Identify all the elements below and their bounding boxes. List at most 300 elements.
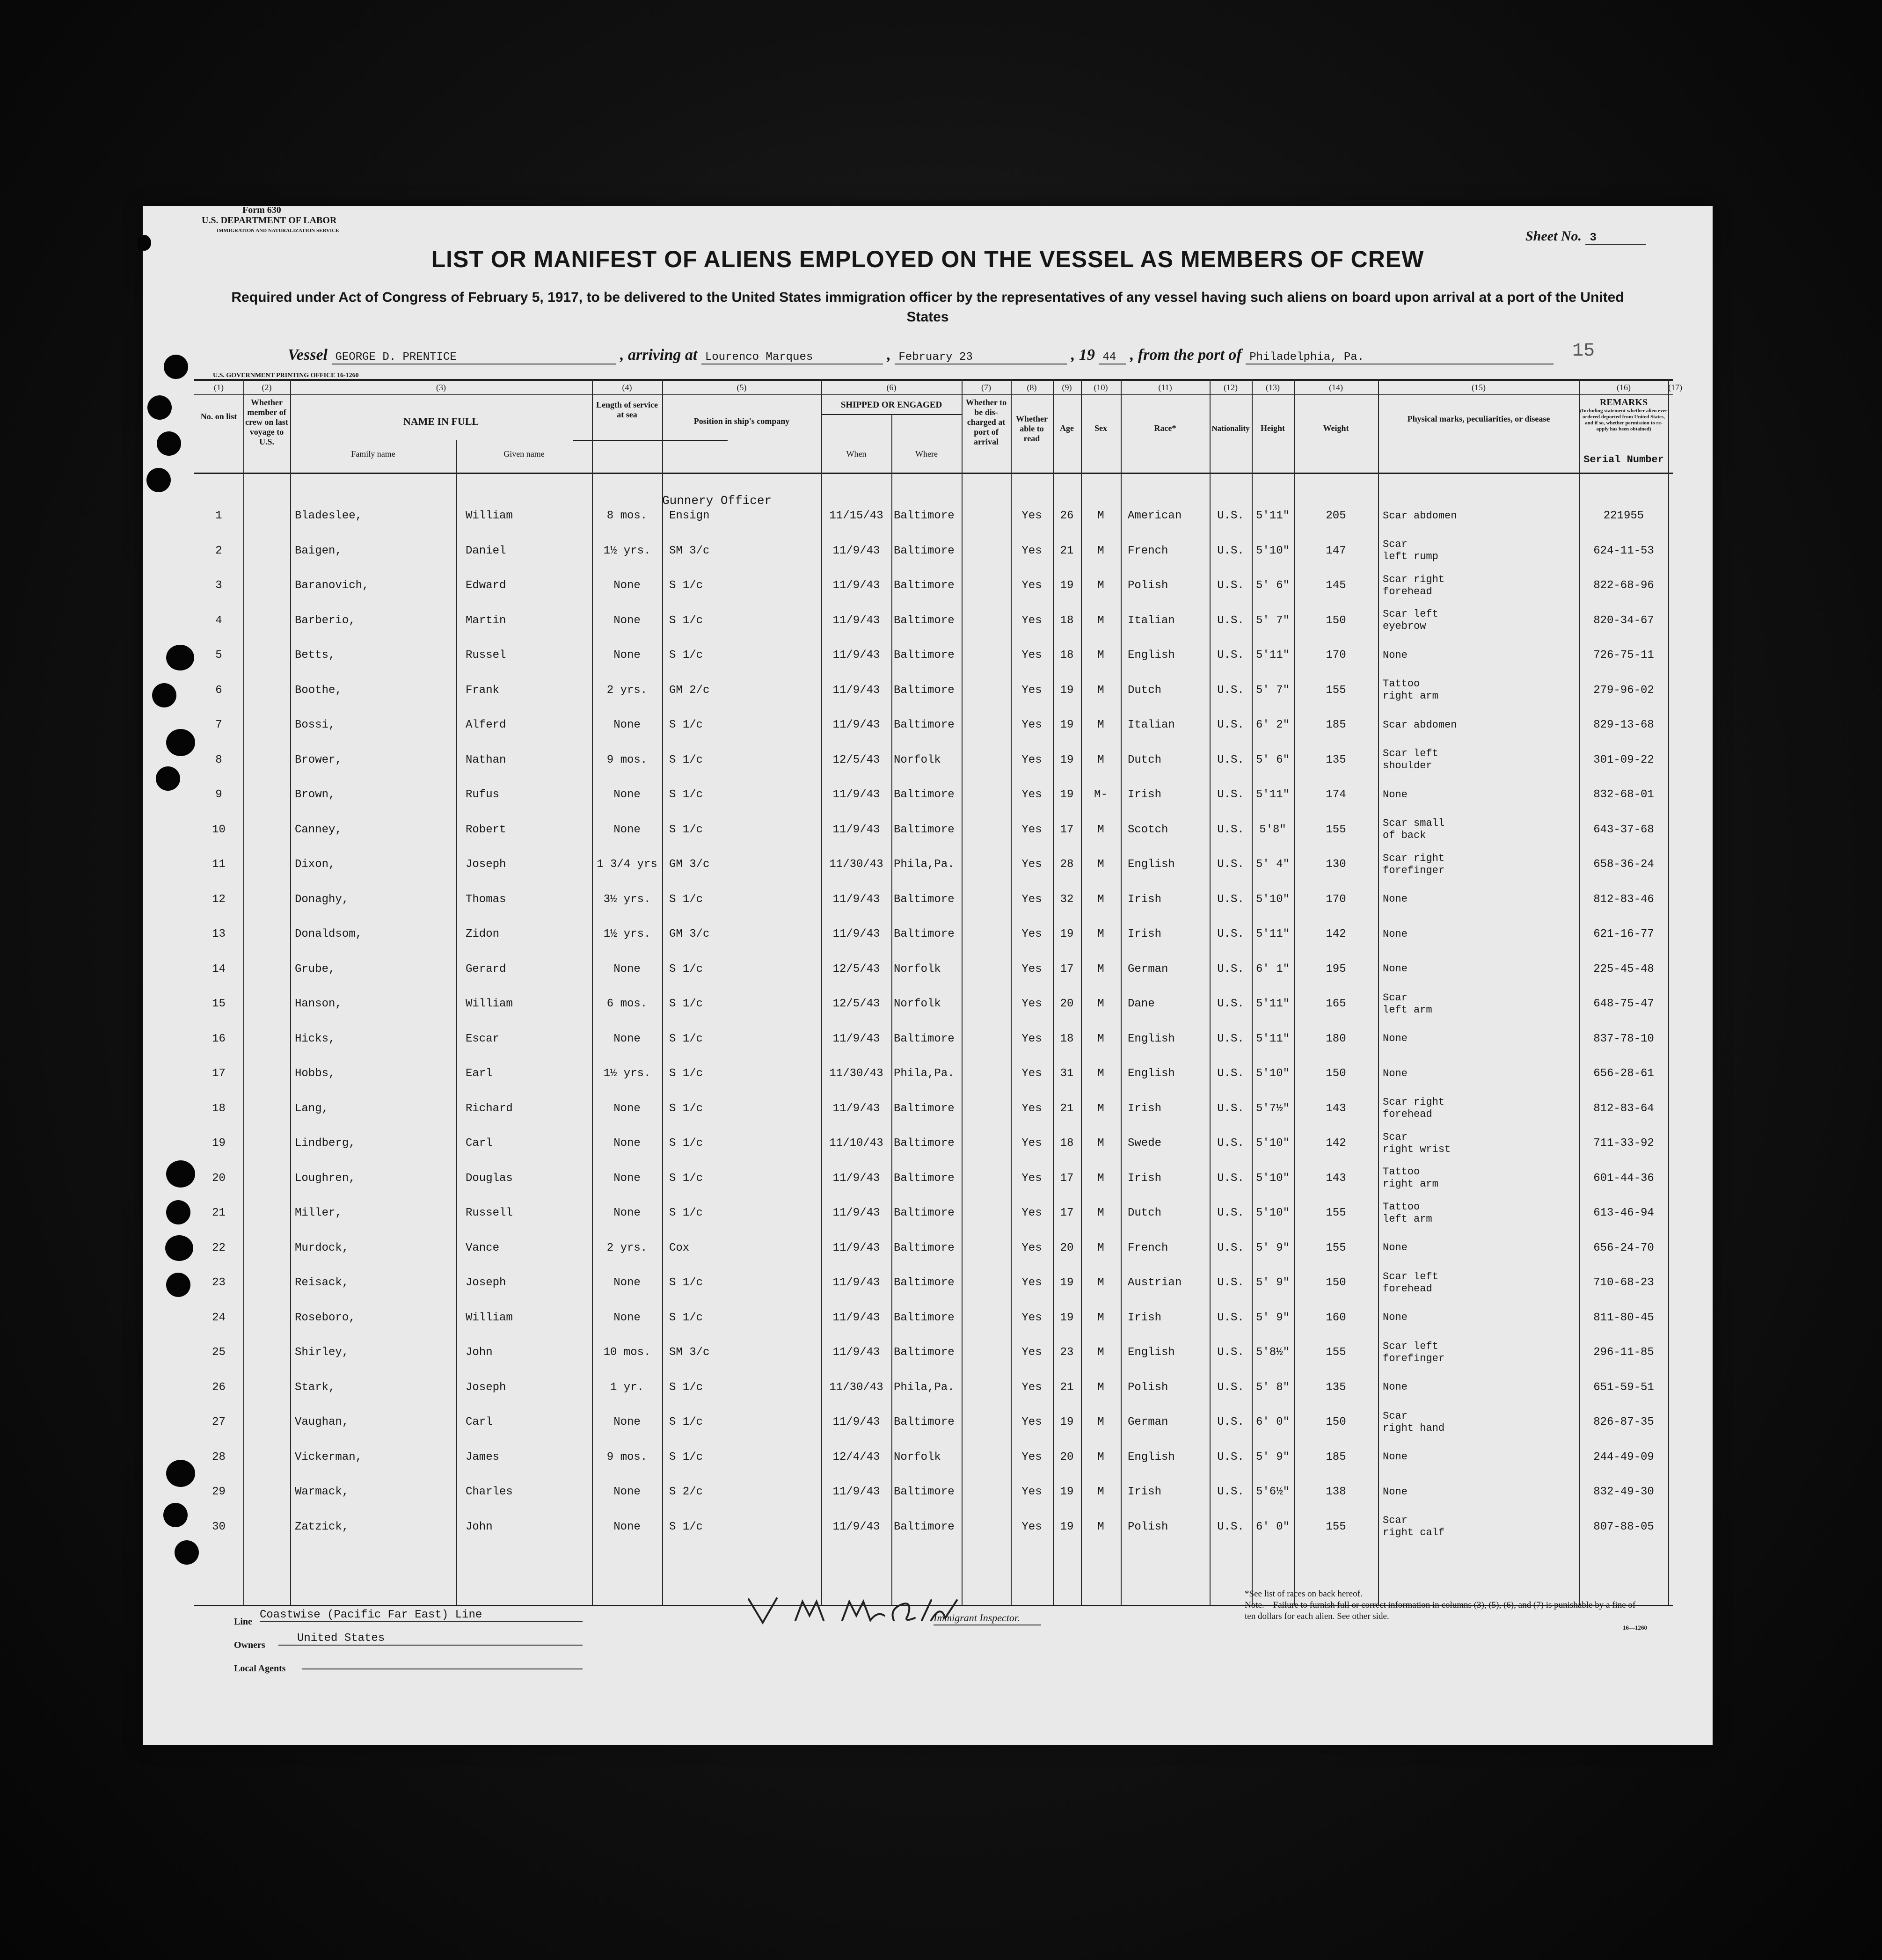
- crew-race-cell: Polish: [1128, 1381, 1168, 1394]
- crew-family-cell: Hicks,: [295, 1032, 336, 1045]
- crew-service-cell: None: [613, 719, 641, 731]
- punch-hole: [157, 431, 181, 456]
- crew-height-cell: 5'10": [1255, 893, 1290, 906]
- crew-given-cell: Carl: [466, 1416, 493, 1428]
- crew-where-cell: Baltimore: [894, 510, 955, 522]
- col-sex-header: Sex: [1094, 423, 1107, 433]
- crew-sex-cell: M: [1097, 1416, 1104, 1428]
- crew-where-cell: Baltimore: [894, 1276, 955, 1289]
- crew-weight-cell: 165: [1326, 998, 1346, 1010]
- crew-weight-cell: 155: [1326, 684, 1346, 697]
- crew-read-cell: Yes: [1021, 1172, 1042, 1185]
- crew-family-cell: Roseboro,: [295, 1311, 356, 1324]
- punch-hole: [166, 729, 195, 756]
- crew-no-cell: 11: [212, 858, 226, 871]
- crew-service-cell: 1½ yrs.: [603, 1067, 651, 1080]
- crew-nationality-cell: U.S.: [1217, 1241, 1244, 1254]
- crew-read-cell: Yes: [1021, 614, 1042, 627]
- crew-height-cell: 6' 0": [1255, 1416, 1290, 1428]
- crew-no-cell: 12: [212, 893, 226, 906]
- crew-no-cell: 16: [212, 1032, 226, 1045]
- col-14-number: (14): [1329, 383, 1343, 392]
- punch-hole: [147, 395, 172, 420]
- crew-sex-cell: M: [1097, 998, 1104, 1010]
- crew-where-cell: Phila,Pa.: [894, 1067, 955, 1080]
- col-12-number: (12): [1224, 383, 1238, 392]
- crew-height-cell: 5' 9": [1255, 1450, 1290, 1464]
- punch-hole: [166, 1200, 190, 1224]
- crew-family-cell: Shirley,: [295, 1346, 349, 1359]
- crew-service-cell: 6 mos.: [606, 998, 648, 1010]
- crew-position-cell: S 1/c: [669, 719, 703, 731]
- crew-weight-cell: 138: [1326, 1486, 1346, 1498]
- crew-race-cell: Irish: [1128, 928, 1162, 940]
- crew-height-cell: 5' 9": [1255, 1241, 1290, 1254]
- crew-row: [194, 812, 1673, 847]
- crew-family-cell: Zatzick,: [295, 1520, 349, 1533]
- crew-row: [194, 1091, 1673, 1126]
- crew-serial-cell: 726-75-11: [1593, 649, 1654, 662]
- col-age-header: Age: [1060, 423, 1074, 433]
- crew-weight-cell: 150: [1326, 614, 1346, 627]
- crew-height-cell: 5' 7": [1255, 614, 1290, 627]
- crew-height-cell: 5' 9": [1255, 1311, 1290, 1324]
- crew-where-cell: Baltimore: [894, 1032, 955, 1045]
- crew-weight-cell: 130: [1326, 858, 1346, 871]
- crew-marks-cell: None: [1383, 1451, 1408, 1463]
- crew-family-cell: Hobbs,: [295, 1067, 336, 1080]
- crew-service-cell: None: [613, 1520, 641, 1533]
- crew-height-cell: 5'6½": [1255, 1486, 1290, 1498]
- crew-weight-cell: 147: [1326, 544, 1346, 557]
- crew-where-cell: Baltimore: [894, 893, 955, 906]
- crew-position-cell: S 1/c: [669, 1276, 703, 1289]
- crew-sex-cell: M: [1097, 1381, 1104, 1394]
- crew-age-cell: 19: [1060, 684, 1074, 697]
- crew-where-cell: Baltimore: [894, 1311, 955, 1324]
- crew-position-cell: S 1/c: [669, 788, 703, 801]
- crew-race-cell: English: [1128, 858, 1175, 871]
- crew-where-cell: Norfolk: [894, 1450, 941, 1464]
- crew-given-cell: Frank: [466, 684, 500, 697]
- crew-no-cell: 9: [215, 788, 222, 801]
- crew-where-cell: Baltimore: [894, 1520, 955, 1533]
- col-given-header: Given name: [503, 449, 545, 459]
- crew-family-cell: Dixon,: [295, 858, 336, 871]
- crew-sex-cell: M: [1097, 753, 1104, 766]
- crew-marks-cell: None: [1383, 928, 1408, 940]
- col-serial-header: Serial Number: [1583, 454, 1664, 466]
- crew-marks-cell: None: [1383, 893, 1408, 905]
- crew-marks-cell: None: [1383, 788, 1408, 801]
- crew-race-cell: Irish: [1128, 1486, 1162, 1498]
- crew-given-cell: Carl: [466, 1137, 493, 1150]
- crew-marks-cell: None: [1383, 1486, 1408, 1498]
- crew-family-cell: Loughren,: [295, 1172, 356, 1185]
- crew-height-cell: 5'10": [1255, 1207, 1290, 1219]
- service-name: IMMIGRATION AND NATURALIZATION SERVICE: [217, 228, 339, 233]
- crew-sex-cell: M: [1097, 1311, 1104, 1324]
- crew-service-cell: None: [613, 1276, 641, 1289]
- crew-weight-cell: 185: [1326, 1450, 1346, 1464]
- crew-marks-cell: None: [1383, 1242, 1408, 1253]
- crew-height-cell: 5' 8": [1255, 1381, 1290, 1394]
- crew-height-cell: 5' 7": [1255, 684, 1290, 697]
- crew-service-cell: None: [613, 1102, 641, 1115]
- crew-race-cell: Dutch: [1128, 684, 1162, 697]
- crew-sex-cell: M: [1097, 893, 1104, 906]
- manifest-sheet: [143, 206, 1713, 1745]
- crew-given-cell: Earl: [466, 1067, 493, 1080]
- crew-nationality-cell: U.S.: [1217, 1311, 1244, 1324]
- crew-age-cell: 18: [1060, 1032, 1074, 1045]
- crew-marks-cell: Tattoo right arm: [1383, 678, 1438, 702]
- crew-position-cell: S 1/c: [669, 1172, 703, 1185]
- crew-no-cell: 6: [215, 684, 222, 697]
- inspector-label: Immigrant Inspector.: [934, 1612, 1020, 1624]
- crew-where-cell: Baltimore: [894, 579, 955, 592]
- crew-marks-cell: Tattoo left arm: [1383, 1201, 1432, 1225]
- crew-weight-cell: 150: [1326, 1067, 1346, 1080]
- crew-given-cell: Russell: [466, 1207, 513, 1219]
- crew-nationality-cell: U.S.: [1217, 823, 1244, 836]
- crew-serial-cell: 601-44-36: [1593, 1172, 1654, 1185]
- crew-family-cell: Hanson,: [295, 998, 342, 1010]
- crew-row: [194, 986, 1673, 1021]
- col-when-header: When: [846, 449, 867, 459]
- crew-no-cell: 30: [212, 1520, 226, 1533]
- crew-position-cell: S 1/c: [669, 1102, 703, 1115]
- crew-read-cell: Yes: [1021, 858, 1042, 871]
- punch-hole: [166, 1160, 195, 1188]
- crew-position-cell: S 1/c: [669, 962, 703, 976]
- crew-read-cell: Yes: [1021, 753, 1042, 766]
- punch-hole: [146, 468, 171, 492]
- crew-marks-cell: None: [1383, 649, 1408, 661]
- crew-serial-cell: 658-36-24: [1593, 858, 1654, 871]
- departure-port: Philadelphia, Pa.: [1246, 351, 1554, 364]
- crew-sex-cell: M: [1097, 1102, 1104, 1115]
- crew-marks-cell: None: [1383, 1067, 1408, 1079]
- crew-read-cell: Yes: [1021, 1346, 1042, 1359]
- crew-sex-cell: M: [1097, 1450, 1104, 1464]
- crew-no-cell: 7: [215, 719, 222, 731]
- crew-marks-cell: Scar left shoulder: [1383, 748, 1438, 772]
- crew-read-cell: Yes: [1021, 1102, 1042, 1115]
- crew-serial-cell: 279-96-02: [1593, 684, 1654, 697]
- line-label: Line: [234, 1617, 252, 1627]
- crew-service-cell: 1½ yrs.: [603, 544, 651, 557]
- penalty-note: Note.—Failure to furnish full or correct information in columns (3), (5), (6), and (7) is punishable by a fine of ten dollars for each alien. See other side.: [1245, 1600, 1636, 1621]
- crew-marks-cell: None: [1383, 1033, 1408, 1044]
- crew-serial-cell: 301-09-22: [1593, 753, 1654, 766]
- crew-family-cell: Brower,: [295, 753, 342, 766]
- vessel-label: Vessel: [288, 346, 328, 364]
- crew-service-cell: 9 mos.: [606, 1450, 648, 1464]
- crew-position-cell: S 1/c: [669, 579, 703, 592]
- crew-sex-cell: M: [1097, 962, 1104, 976]
- crew-given-cell: Nathan: [466, 753, 506, 766]
- crew-when-cell: 11/9/43: [832, 928, 880, 940]
- crew-serial-cell: 826-87-35: [1593, 1416, 1654, 1428]
- crew-service-cell: None: [613, 614, 641, 627]
- crew-sex-cell: M: [1097, 1346, 1104, 1359]
- crew-when-cell: 11/10/43: [829, 1137, 883, 1150]
- crew-family-cell: Stark,: [295, 1381, 336, 1394]
- crew-given-cell: Alferd: [466, 719, 506, 731]
- crew-service-cell: None: [613, 823, 641, 836]
- crew-marks-cell: Scar right calf: [1383, 1515, 1445, 1538]
- crew-row: [194, 1300, 1673, 1335]
- crew-read-cell: Yes: [1021, 649, 1042, 662]
- crew-family-cell: Donaghy,: [295, 893, 349, 906]
- crew-service-cell: None: [613, 1416, 641, 1428]
- crew-where-cell: Norfolk: [894, 998, 941, 1010]
- crew-position-cell: S 1/c: [669, 1032, 703, 1045]
- crew-when-cell: 11/9/43: [832, 719, 880, 731]
- crew-sex-cell: M: [1097, 579, 1104, 592]
- local-agents-value: [302, 1655, 583, 1669]
- crew-read-cell: Yes: [1021, 928, 1042, 940]
- crew-row: [194, 1056, 1673, 1091]
- crew-sex-cell: M: [1097, 1520, 1104, 1533]
- crew-where-cell: Phila,Pa.: [894, 1381, 955, 1394]
- crew-no-cell: 14: [212, 962, 226, 976]
- col-member-header: Whether member of crew on last voyage to U.S.: [245, 398, 288, 446]
- crew-service-cell: None: [613, 1311, 641, 1324]
- crew-row: [194, 1231, 1673, 1266]
- crew-read-cell: Yes: [1021, 684, 1042, 697]
- vessel-name: GEORGE D. PRENTICE: [332, 351, 616, 364]
- crew-where-cell: Baltimore: [894, 928, 955, 940]
- col-where-header: Where: [915, 449, 938, 459]
- crew-family-cell: Baigen,: [295, 544, 342, 557]
- crew-marks-cell: Scar left forehead: [1383, 1270, 1438, 1295]
- crew-where-cell: Norfolk: [894, 962, 941, 976]
- crew-weight-cell: 155: [1326, 1520, 1346, 1533]
- crew-weight-cell: 135: [1326, 753, 1346, 766]
- owners-value: United States: [278, 1632, 583, 1646]
- crew-sex-cell: M: [1097, 510, 1104, 522]
- crew-serial-cell: 651-59-51: [1593, 1381, 1654, 1394]
- col-4-number: (4): [622, 383, 632, 392]
- crew-sex-cell: M: [1097, 614, 1104, 627]
- crew-service-cell: 8 mos.: [606, 510, 648, 522]
- crew-no-cell: 29: [212, 1486, 226, 1498]
- crew-weight-cell: 155: [1326, 823, 1346, 836]
- crew-race-cell: Scotch: [1128, 823, 1168, 836]
- crew-serial-cell: 613-46-94: [1593, 1207, 1654, 1219]
- crew-row: [194, 568, 1673, 603]
- crew-weight-cell: 142: [1326, 928, 1346, 940]
- crew-weight-cell: 170: [1326, 893, 1346, 906]
- crew-given-cell: John: [466, 1520, 493, 1533]
- crew-sex-cell: M: [1097, 1241, 1104, 1254]
- punch-hole: [166, 1273, 190, 1297]
- crew-no-cell: 26: [212, 1381, 226, 1394]
- crew-given-cell: John: [466, 1346, 493, 1359]
- crew-race-cell: English: [1128, 1067, 1175, 1080]
- crew-where-cell: Baltimore: [894, 788, 955, 801]
- crew-sex-cell: M: [1097, 1172, 1104, 1185]
- crew-nationality-cell: U.S.: [1217, 1346, 1244, 1359]
- crew-read-cell: Yes: [1021, 1137, 1042, 1150]
- crew-no-cell: 3: [215, 579, 222, 592]
- crew-service-cell: None: [613, 1032, 641, 1045]
- crew-when-cell: 11/9/43: [832, 788, 880, 801]
- crew-race-cell: German: [1128, 1416, 1168, 1428]
- crew-row: [194, 498, 1673, 533]
- crew-height-cell: 5'10": [1255, 544, 1290, 557]
- col-height-header: Height: [1261, 423, 1285, 433]
- crew-weight-cell: 145: [1326, 579, 1346, 592]
- crew-no-cell: 24: [212, 1311, 226, 1324]
- crew-given-cell: Escar: [466, 1032, 500, 1045]
- arrival-port: Lourenco Marques: [701, 351, 883, 364]
- crew-row: [194, 1161, 1673, 1196]
- crew-sex-cell: M: [1097, 1032, 1104, 1045]
- crew-sex-cell: M: [1097, 1207, 1104, 1219]
- crew-row: [194, 1265, 1673, 1300]
- crew-marks-cell: Scar abdomen: [1383, 719, 1457, 731]
- crew-race-cell: American: [1128, 510, 1182, 522]
- crew-sex-cell: M: [1097, 684, 1104, 697]
- crew-nationality-cell: U.S.: [1217, 719, 1244, 731]
- crew-row: [194, 952, 1673, 987]
- crew-no-cell: 25: [212, 1346, 226, 1359]
- crew-family-cell: Barberio,: [295, 614, 356, 627]
- crew-marks-cell: Scar left forefinger: [1383, 1340, 1445, 1364]
- crew-no-cell: 20: [212, 1172, 226, 1185]
- crew-read-cell: Yes: [1021, 1520, 1042, 1533]
- crew-family-cell: Bladeslee,: [295, 510, 363, 522]
- crew-serial-cell: 711-33-92: [1593, 1137, 1654, 1150]
- crew-marks-cell: Scar right wrist: [1383, 1131, 1451, 1155]
- gunnery-officer-note: Gunnery Officer: [662, 494, 772, 508]
- col-no-header: No. on list: [200, 412, 237, 421]
- crew-read-cell: Yes: [1021, 1241, 1042, 1254]
- crew-where-cell: Baltimore: [894, 649, 955, 662]
- punch-hole: [166, 645, 194, 670]
- crew-read-cell: Yes: [1021, 1486, 1042, 1498]
- crew-no-cell: 10: [212, 823, 226, 836]
- crew-service-cell: None: [613, 1207, 641, 1219]
- col-2-number: (2): [262, 383, 272, 392]
- crew-family-cell: Lindberg,: [295, 1137, 356, 1150]
- crew-nationality-cell: U.S.: [1217, 1032, 1244, 1045]
- crew-family-cell: Bossi,: [295, 719, 336, 731]
- col-read-header: Whether able to read: [1016, 414, 1048, 443]
- crew-nationality-cell: U.S.: [1217, 962, 1244, 976]
- crew-race-cell: Italian: [1128, 719, 1175, 731]
- crew-serial-cell: 656-28-61: [1593, 1067, 1654, 1080]
- crew-row: [194, 777, 1673, 812]
- col-8-number: (8): [1027, 383, 1037, 392]
- crew-marks-cell: Scar left eyebrow: [1383, 608, 1438, 632]
- crew-nationality-cell: U.S.: [1217, 858, 1244, 871]
- crew-read-cell: Yes: [1021, 1207, 1042, 1219]
- crew-service-cell: 2 yrs.: [606, 1241, 648, 1254]
- crew-read-cell: Yes: [1021, 579, 1042, 592]
- crew-read-cell: Yes: [1021, 962, 1042, 976]
- crew-age-cell: 18: [1060, 649, 1074, 662]
- crew-nationality-cell: U.S.: [1217, 1520, 1244, 1533]
- col-5-number: (5): [737, 383, 747, 392]
- crew-family-cell: Reisack,: [295, 1276, 349, 1289]
- crew-height-cell: 5'11": [1255, 788, 1290, 801]
- crew-position-cell: S 1/c: [669, 998, 703, 1010]
- crew-when-cell: 11/9/43: [832, 544, 880, 557]
- crew-family-cell: Betts,: [295, 649, 336, 662]
- punch-hole: [156, 766, 180, 791]
- crew-height-cell: 5'10": [1255, 1137, 1290, 1150]
- crew-age-cell: 19: [1060, 753, 1074, 766]
- crew-serial-cell: 829-13-68: [1593, 719, 1654, 731]
- crew-when-cell: 11/9/43: [832, 684, 880, 697]
- crew-serial-cell: 837-78-10: [1593, 1032, 1654, 1045]
- crew-marks-cell: None: [1383, 1312, 1408, 1323]
- crew-nationality-cell: U.S.: [1217, 1450, 1244, 1464]
- crew-given-cell: Edward: [466, 579, 506, 592]
- crew-when-cell: 11/9/43: [832, 1207, 880, 1219]
- crew-position-cell: Ensign: [669, 510, 710, 522]
- year-label: , 19: [1071, 346, 1095, 364]
- line-value: Coastwise (Pacific Far East) Line: [260, 1609, 583, 1622]
- crew-position-cell: S 1/c: [669, 823, 703, 836]
- crew-given-cell: Charles: [466, 1486, 513, 1498]
- crew-race-cell: Austrian: [1128, 1276, 1182, 1289]
- crew-age-cell: 17: [1060, 1172, 1074, 1185]
- crew-marks-cell: Scar right forehead: [1383, 1096, 1445, 1120]
- col-family-header: Family name: [351, 449, 395, 459]
- crew-nationality-cell: U.S.: [1217, 649, 1244, 662]
- page-number: 15: [1572, 341, 1595, 362]
- crew-given-cell: Richard: [466, 1102, 513, 1115]
- crew-row: [194, 1126, 1673, 1161]
- crew-when-cell: 11/9/43: [832, 1416, 880, 1428]
- crew-marks-cell: Tattoo right arm: [1383, 1166, 1438, 1190]
- crew-no-cell: 8: [215, 753, 222, 766]
- crew-position-cell: S 1/c: [669, 1381, 703, 1394]
- crew-sex-cell: M: [1097, 1137, 1104, 1150]
- crew-nationality-cell: U.S.: [1217, 1416, 1244, 1428]
- crew-read-cell: Yes: [1021, 823, 1042, 836]
- crew-service-cell: 9 mos.: [606, 753, 648, 766]
- crew-serial-cell: 244-49-09: [1593, 1450, 1654, 1464]
- crew-nationality-cell: U.S.: [1217, 753, 1244, 766]
- crew-service-cell: None: [613, 788, 641, 801]
- crew-where-cell: Baltimore: [894, 1486, 955, 1498]
- crew-age-cell: 23: [1060, 1346, 1074, 1359]
- crew-age-cell: 19: [1060, 928, 1074, 940]
- crew-nationality-cell: U.S.: [1217, 1172, 1244, 1185]
- crew-read-cell: Yes: [1021, 544, 1042, 557]
- crew-given-cell: Gerard: [466, 962, 506, 976]
- crew-service-cell: 10 mos.: [603, 1346, 651, 1359]
- arriving-label: , arriving at: [620, 346, 698, 364]
- crew-service-cell: 1 3/4 yrs: [597, 858, 657, 871]
- crew-race-cell: French: [1128, 544, 1168, 557]
- crew-where-cell: Baltimore: [894, 1102, 955, 1115]
- crew-row: [194, 917, 1673, 952]
- crew-where-cell: Baltimore: [894, 1207, 955, 1219]
- crew-height-cell: 5'8": [1259, 823, 1286, 836]
- punch-hole: [166, 1460, 195, 1487]
- crew-no-cell: 5: [215, 649, 222, 662]
- crew-given-cell: Robert: [466, 823, 506, 836]
- crew-position-cell: GM 3/c: [669, 928, 710, 940]
- crew-family-cell: Grube,: [295, 962, 336, 976]
